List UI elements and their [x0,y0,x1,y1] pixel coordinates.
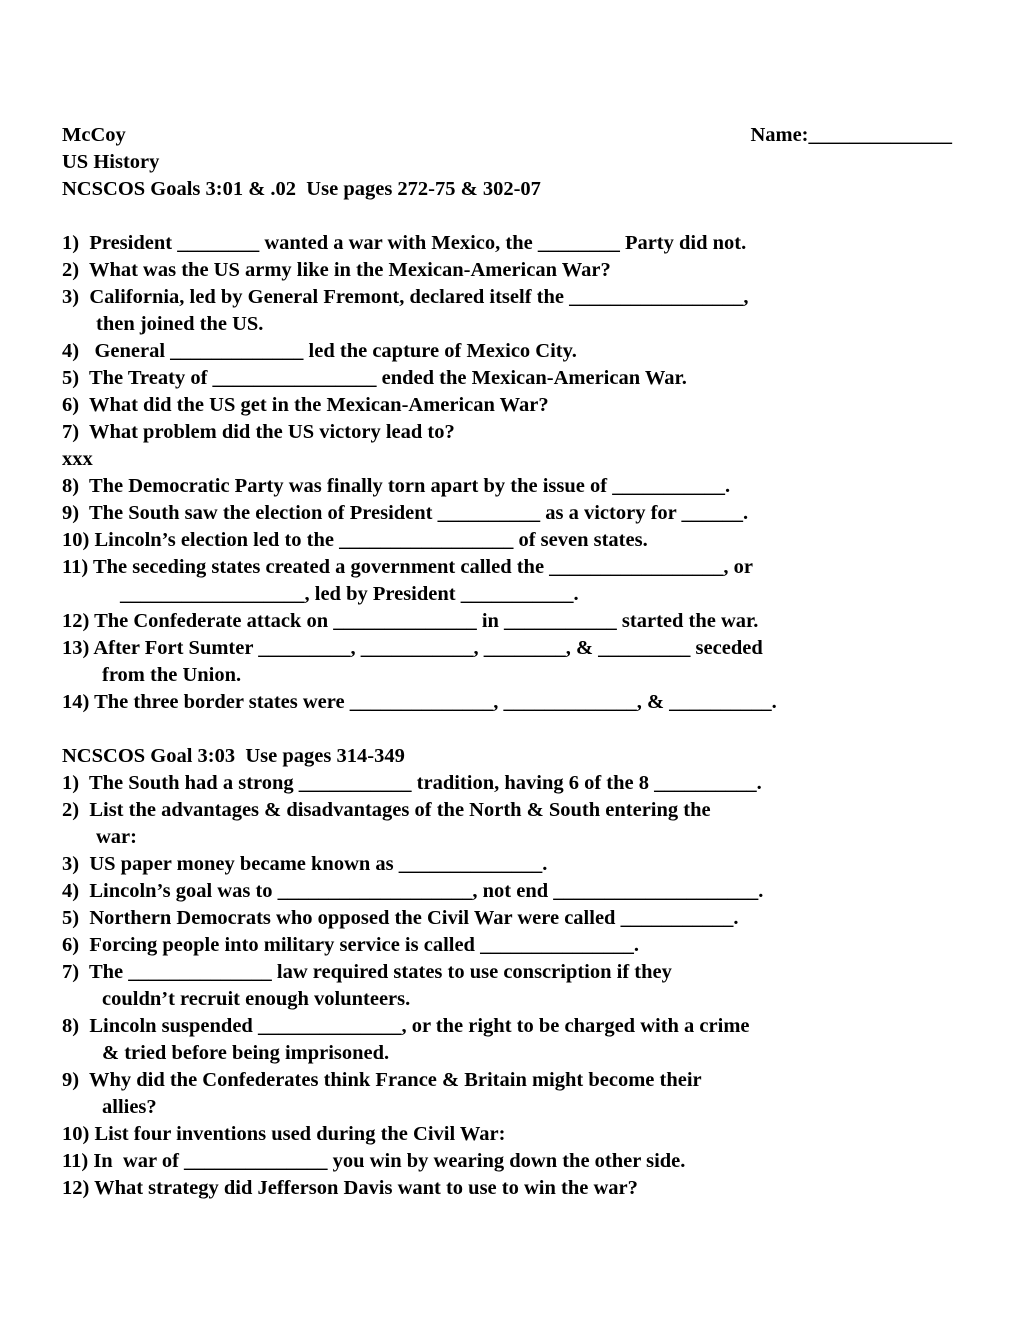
question: 13) After Fort Sumter _________, ___________, ________, & _________ seceded [62,637,763,659]
question: 3) California, led by General Fremont, declared itself the _________________, [62,286,749,308]
question: 3) US paper money became known as ______________. [62,853,548,875]
question-continuation: couldn’t recruit enough volunteers. [102,988,411,1010]
question: 10) Lincoln’s election led to the _________________ of seven states. [62,529,648,551]
spacer [62,203,952,230]
question: 5) The Treaty of ________________ ended the Mexican-American War. [62,367,687,389]
question-continuation: & tried before being imprisoned. [102,1042,390,1064]
course-title: US History [62,151,160,173]
question: 7) The ______________ law required states to use conscription if they [62,961,672,983]
question: 4) General _____________ led the capture of Mexico City. [62,340,577,362]
question: 11) In war of ______________ you win by wearing down the other side. [62,1150,686,1172]
question-continuation: war: [96,826,137,848]
worksheet [62,122,952,1202]
question: 11) The seceding states created a government called the _________________, or [62,556,754,578]
question: 9) The South saw the election of President __________ as a victory for ______. [62,502,749,524]
question: 4) Lincoln’s goal was to ___________________, not end ____________________. [62,880,764,902]
section-marker: xxx [62,448,93,470]
question: 5) Northern Democrats who opposed the Civil War were called ___________. [62,907,739,929]
question-continuation: allies? [102,1096,157,1118]
question: 12) The Confederate attack on ______________ in ___________ started the war. [62,610,759,632]
question: 1) President ________ wanted a war with Mexico, the ________ Party did not. [62,232,747,254]
question: 12) What strategy did Jefferson Davis want to use to win the war? [62,1177,638,1199]
question: 6) Forcing people into military service is called _______________. [62,934,639,956]
section2-title: NCSCOS Goal 3:03 Use pages 314-349 [62,745,405,767]
question: 10) List four inventions used during the Civil War: [62,1123,506,1145]
header-row [62,122,952,149]
question-continuation: from the Union. [102,664,242,686]
question-continuation: then joined the US. [96,313,264,335]
question: 14) The three border states were ______________, _____________, & __________. [62,691,777,713]
teacher-name: McCoy [62,124,126,146]
question: 6) What did the US get in the Mexican-American War? [62,394,549,416]
question-continuation: __________________, led by President ___________. [120,583,579,605]
question: 2) List the advantages & disadvantages of the North & South entering the [62,799,711,821]
question: 7) What problem did the US victory lead to? [62,421,455,443]
section1-title: NCSCOS Goals 3:01 & .02 Use pages 272-75 & 302-07 [62,178,541,200]
question: 8) The Democratic Party was finally torn apart by the issue of ___________. [62,475,731,497]
question: 9) Why did the Confederates think France & Britain might become their [62,1069,702,1091]
question: 2) What was the US army like in the Mexican-American War? [62,259,611,281]
question: 1) The South had a strong ___________ tradition, having 6 of the 8 __________. [62,772,762,794]
spacer [62,716,952,743]
question: 8) Lincoln suspended ______________, or the right to be charged with a crime [62,1015,750,1037]
student-name-field[interactable]: Name:______________ [750,124,952,146]
